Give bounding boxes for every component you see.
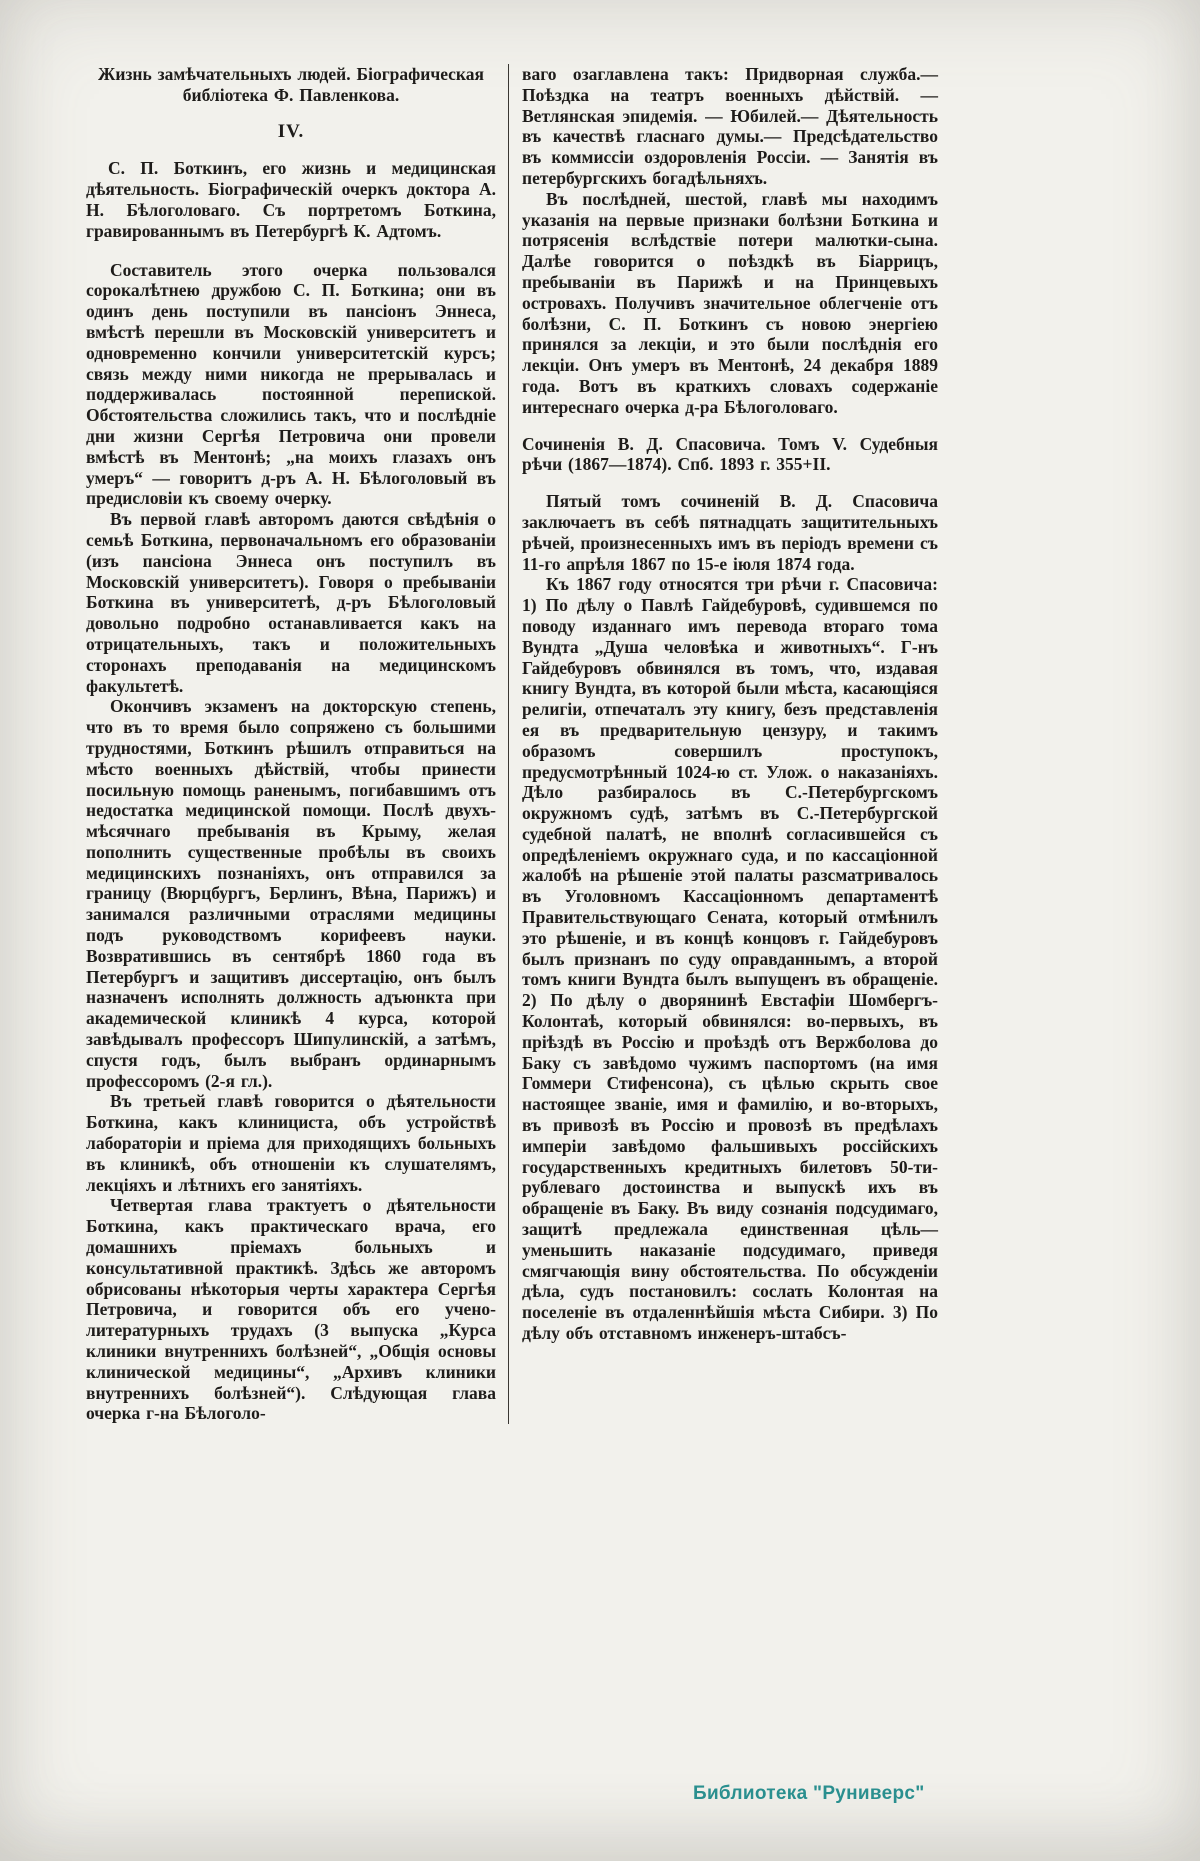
paragraph: Въ первой главѣ авторомъ даются свѣдѣнія о семьѣ Боткина, первоначальномъ его образованіи (изъ пансіона Эннеса онъ поступилъ въ Московскій университетъ). Говоря о пребываніи Боткина въ университетѣ, д-ръ Бѣлоголовый довольно подробно останавливается какъ на отрицательныхъ, такъ и положительныхъ сторонахъ преподаванія на медицинскомъ факультетѣ. <box>86 509 496 696</box>
left-column <box>86 64 508 1424</box>
review-title-spasovich: Сочиненія В. Д. Спасовича. Томъ V. Судебныя рѣчи (1867—1874). Спб. 1893 г. 355+II. <box>522 433 938 475</box>
paragraph: Къ 1867 году относятся три рѣчи г. Спасовича: 1) По дѣлу о Павлѣ Гайдебуровѣ, судившемся по поводу изданнаго имъ перевода втораго тома Вундта „Душа человѣка и животныхъ“. Г-нъ Гайдебуровъ обвинялся въ томъ, что, издавая книгу Вундта, въ которой были мѣста, касающіяся религіи, отпечаталъ эту книгу, безъ представленія ея въ предварительную цензуру, и такимъ образомъ совершилъ проступокъ, предусмотрѣнный 1024-ю ст. Улож. о наказаніяхъ. Дѣло разбиралось въ С.-Петербургскомъ окружномъ судѣ, затѣмъ въ С.-Петербургской судебной палатѣ, не вполнѣ согласившейся съ опредѣленіемъ окружнаго суда, и по кассаціонной жалобѣ на рѣшеніе этой палаты разсматривалось въ Уголовномъ Кассаціонномъ департаментѣ Правительствующаго Сената, который отмѣнилъ это рѣшеніе, и въ концѣ концовъ г. Гайдебуровъ былъ признанъ по суду оправданнымъ, а второй томъ книги Вундта былъ выпущенъ въ обращеніе. 2) По дѣлу о дворянинѣ Евстафіи Шомбергъ-Колонтаѣ, который обвинялся: во-первыхъ, въ пріѣздѣ въ Россію и проѣздѣ отъ Вержболова до Баку съ завѣдомо чужимъ паспортомъ (на имя Гоммери Стифенсона), съ цѣлью скрыть свое настоящее званіе, имя и фамилію, и во-вторыхъ, въ привозѣ въ Россію и провозѣ въ предѣлахъ имперіи завѣдомо фальшивыхъ россійскихъ государственныхъ кредитныхъ билетовъ 50-ти-рублеваго достоинства и выпускѣ ихъ въ обращеніе въ Баку. Въ виду сознанія подсудимаго, защитѣ предлежала единственная цѣль—уменьшить наказаніе подсудимаго, приведя смягчающія вину обстоятельства. По обсужденіи дѣла, судъ постановилъ: сослать Колонтая на поселеніе въ отдаленнѣйшія мѣста Сибири. 3) По дѣлу объ отставномъ инженеръ-штабсъ- <box>522 574 938 1344</box>
paragraph: Въ послѣдней, шестой, главѣ мы находимъ указанія на первые признаки болѣзни Боткина и потрясенія вслѣдствіе потери малютки-сына. Далѣе говорится о поѣздкѣ въ Біаррицъ, пребываніи въ Парижѣ и на Принцевыхъ островахъ. Получивъ значительное облегченіе отъ болѣзни, С. П. Боткинъ съ новою энергіею принялся за лекціи, и это были послѣднія его лекціи. Онъ умеръ въ Ментонѣ, 24 декабря 1889 года. Вотъ въ краткихъ словахъ содержаніе интереснаго очерка д-ра Бѣлоголоваго. <box>522 188 938 417</box>
watermark: Библиотека "Руниверс" <box>693 1783 925 1804</box>
series-header <box>86 64 496 106</box>
paragraph: Окончивъ экзаменъ на докторскую степень, что въ то время было сопряжено съ большими трудностями, Боткинъ рѣшилъ отправиться на мѣсто военныхъ дѣйствій, чтобы принести посильную помощь раненымъ, погибавшимъ отъ недостатка медицинской помощи. Послѣ двухъ-мѣсячнаго пребыванія въ Крыму, желая пополнить существенные пробѣлы въ своихъ медицинскихъ познаніяхъ, онъ отправился за границу (Вюрцбургъ, Берлинъ, Вѣна, Парижъ) и занимался различными отраслями медицины подъ руководствомъ корифеевъ науки. Возвратившись въ сентябрѣ 1860 года въ Петербургъ и защитивъ диссертацію, онъ былъ назначенъ исполнять должность адъюнкта при академической клиникѣ 4 курса, которой завѣдывалъ профессоръ Шипулинскій, а затѣмъ, спустя годъ, былъ выбранъ ординарнымъ профессоромъ (2-я гл.). <box>86 696 496 1091</box>
series-title: Жизнь замѣчательныхъ людей. <box>98 64 351 84</box>
text-columns <box>86 64 938 1424</box>
review-title-botkin: С. П. Боткинъ, его жизнь и медицинская дѣятельность. Біографическій очеркъ доктора А. Н. Бѣлоголоваго. Съ портретомъ Боткина, гравированнымъ въ Петербургѣ К. Адтомъ. <box>86 158 496 241</box>
paragraph: Въ третьей главѣ говорится о дѣятельности Боткина, какъ клинициста, объ устройствѣ лабораторіи и пріема для приходящихъ больныхъ въ клиникѣ, объ отношеніи къ слушателямъ, лекціяхъ и лѣтнихъ его занятіяхъ. <box>86 1091 496 1195</box>
paragraph-continuation: ваго озаглавлена такъ: Придворная служба.—Поѣздка на театръ военныхъ дѣйствій. — Ветлянская эпидемія. — Юбилей.— Дѣятельность въ качествѣ гласнаго думы.— Предсѣдательство въ коммиссіи оздоровленія Россіи. — Занятія въ петербургскихъ богадѣльняхъ. <box>522 64 938 188</box>
series-subtitle: Біографическая библіотека Ф. Павленкова. <box>182 64 484 105</box>
paragraph: Составитель этого очерка пользовался сорокалѣтнею дружбою С. П. Боткина; они въ одинъ день поступили въ пансіонъ Эннеса, вмѣстѣ перешли въ Московскій университетъ и одновременно кончили университетскій курсъ; связь между ними никогда не прерывалась и поддерживалась постоянной перепиской. Обстоятельства сложились такъ, что и послѣдніе дни жизни Сергѣя Петровича они провели вмѣстѣ въ Ментонѣ; „на моихъ глазахъ онъ умеръ“ — говоритъ д-ръ А. Н. Бѣлоголовый въ предисловіи къ своему очерку. <box>86 259 496 509</box>
right-column <box>509 64 938 1424</box>
paragraph: Пятый томъ сочиненій В. Д. Спасовича заключаетъ въ себѣ пятнадцать защитительныхъ рѣчей, произнесенныхъ имъ въ періодъ времени съ 11-го апрѣля 1867 по 15-е іюля 1874 года. <box>522 491 938 574</box>
section-number: IV. <box>277 120 305 142</box>
paragraph: Четвертая глава трактуетъ о дѣятельности Боткина, какъ практическаго врача, его домашнихъ пріемахъ больныхъ и консультативной практикѣ. Здѣсь же авторомъ обрисованы нѣкоторыя черты характера Сергѣя Петровича, и говорится объ его учено-литературныхъ трудахъ (3 выпуска „Курса клиники внутреннихъ болѣзней“, „Общія основы клинической медицины“, „Архивъ клиники внутреннихъ болѣзней“). Слѣдующая глава очерка г-на Бѣлоголо- <box>86 1195 496 1424</box>
